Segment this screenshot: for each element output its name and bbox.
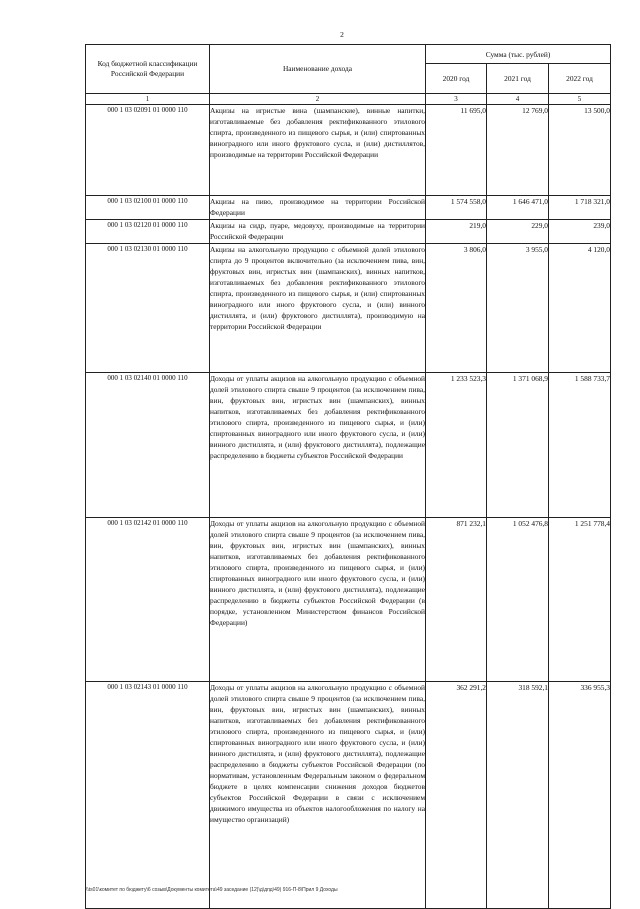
row-value-2022: 1 588 733,7 [549, 373, 611, 518]
row-code: 000 1 03 02091 01 0000 110 [86, 105, 210, 196]
row-value-2022: 4 120,0 [549, 244, 611, 373]
row-value-2021: 318 592,1 [487, 682, 549, 909]
row-value-2020: 1 574 558,0 [426, 196, 487, 220]
row-value-2020: 871 232,1 [426, 518, 487, 682]
row-value-2022: 239,0 [549, 220, 611, 244]
row-name: Доходы от уплаты акцизов на алкогольную продукцию с объемной долей этилового спирта свыше 9 процентов (за исключением пива, вин, фруктовых вин, игристых вин (шампанских), винных напитков, изготавливаемых без добавления ректификованного этилового спирта, произведенного из пищевого сырья, и (или) спиртованных виноградного или иного фруктового сусла, и (или) винного дистиллята, и (или) фруктового дистиллята), подлежащие распределению в бюджеты субъектов Российской Федерации (по нормативам, установленным Федеральным законом о федеральном бюджете в целях компенсации снижения доходов бюджетов субъектов Российской Федерации в связи с исключением движимого имущества из объектов налогообложения по налогу на имущество организаций) [210, 682, 426, 909]
column-number: 5 [549, 94, 611, 105]
file-path-footer: \\ts01\комитет по бюджету\6 созыв\Документы комитета\49 заседание (12)\д\дпд\49) 916-П-8\Прил 9 Доходы [86, 887, 338, 893]
row-code: 000 1 03 02142 01 0000 110 [86, 518, 210, 682]
column-number: 2 [210, 94, 426, 105]
column-number: 3 [426, 94, 487, 105]
table-row [86, 220, 611, 244]
revenue-table [85, 44, 611, 909]
table-row [86, 105, 611, 196]
table-row [86, 682, 611, 909]
row-value-2020: 1 233 523,3 [426, 373, 487, 518]
row-value-2020: 11 695,0 [426, 105, 487, 196]
header-name: Наименование дохода [210, 45, 426, 94]
row-value-2020: 362 291,2 [426, 682, 487, 909]
column-number-row [86, 94, 611, 105]
row-value-2020: 219,0 [426, 220, 487, 244]
header-year-2021: 2021 год [487, 64, 549, 94]
row-value-2022: 336 955,3 [549, 682, 611, 909]
row-value-2020: 3 806,0 [426, 244, 487, 373]
row-code: 000 1 03 02140 01 0000 110 [86, 373, 210, 518]
row-value-2022: 1 718 321,0 [549, 196, 611, 220]
row-name: Акцизы на алкогольную продукцию с объемной долей этилового спирта до 9 процентов включительно (за исключением пива, вин, фруктовых вин, игристых вин (шампанских), винных напитков, изготавливаемых без добавления ректификованного этилового спирта, произведенного из пищевого сырья, и (или) спиртованных виноградного или иного фруктового сусла, и (или) винного дистиллята, и (или) фруктового дистиллята), производимую на территории Российской Федерации [210, 244, 426, 373]
row-value-2021: 1 371 068,9 [487, 373, 549, 518]
row-name: Доходы от уплаты акцизов на алкогольную продукцию с объемной долей этилового спирта свыше 9 процентов (за исключением пива, вин, фруктовых вин, игристых вин (шампанских), винных напитков, изготавливаемых без добавления ректификованного этилового спирта, произведенного из пищевого сырья, и (или) спиртованных виноградного или иного фруктового сусла, и (или) винного дистиллята, и (или) фруктового дистиллята), подлежащие распределению в бюджеты субъектов Российской Федерации (в порядке, установленном Министерством финансов Российской Федерации) [210, 518, 426, 682]
row-name: Акцизы на сидр, пуаре, медовуху, производимые на территории Российской Федерации [210, 220, 426, 244]
row-code: 000 1 03 02100 01 0000 110 [86, 196, 210, 220]
row-name: Доходы от уплаты акцизов на алкогольную продукцию с объемной долей этилового спирта свыше 9 процентов (за исключением пива, вин, фруктовых вин, игристых вин (шампанских), винных напитков, изготавливаемых без добавления ректификованного этилового спирта, произведенного из пищевого сырья, и (или) спиртованных виноградного или иного фруктового сусла, и (или) винного дистиллята, и (или) фруктового дистиллята), подлежащие распределению в бюджеты субъектов Российской Федерации [210, 373, 426, 518]
row-code: 000 1 03 02130 01 0000 110 [86, 244, 210, 373]
row-value-2021: 229,0 [487, 220, 549, 244]
row-code: 000 1 03 02143 01 0000 110 [86, 682, 210, 909]
table-row [86, 373, 611, 518]
column-number: 1 [86, 94, 210, 105]
row-name: Акцизы на игристые вина (шампанские), винные напитки, изготавливаемые без добавления ректификованного этилового спирта, произведенного из пищевого сырья, и (или) спиртованных виноградного или иного фруктового сусла, и (или) дистиллятов, производимые на территории Российской Федерации [210, 105, 426, 196]
table-row [86, 518, 611, 682]
column-number: 4 [487, 94, 549, 105]
header-year-2020: 2020 год [426, 64, 487, 94]
row-value-2022: 13 500,0 [549, 105, 611, 196]
row-value-2021: 12 769,0 [487, 105, 549, 196]
row-value-2021: 1 052 476,8 [487, 518, 549, 682]
row-value-2021: 3 955,0 [487, 244, 549, 373]
row-value-2022: 1 251 778,4 [549, 518, 611, 682]
table-row [86, 196, 611, 220]
page-number: 2 [340, 30, 344, 39]
row-code: 000 1 03 02120 01 0000 110 [86, 220, 210, 244]
row-value-2021: 1 646 471,0 [487, 196, 549, 220]
row-name: Акцизы на пиво, производимое на территории Российской Федерации [210, 196, 426, 220]
header-code: Код бюджетной классификации Российской Федерации [86, 45, 210, 94]
header-sum: Сумма (тыс. рублей) [426, 45, 611, 64]
table-row [86, 244, 611, 373]
header-year-2022: 2022 год [549, 64, 611, 94]
